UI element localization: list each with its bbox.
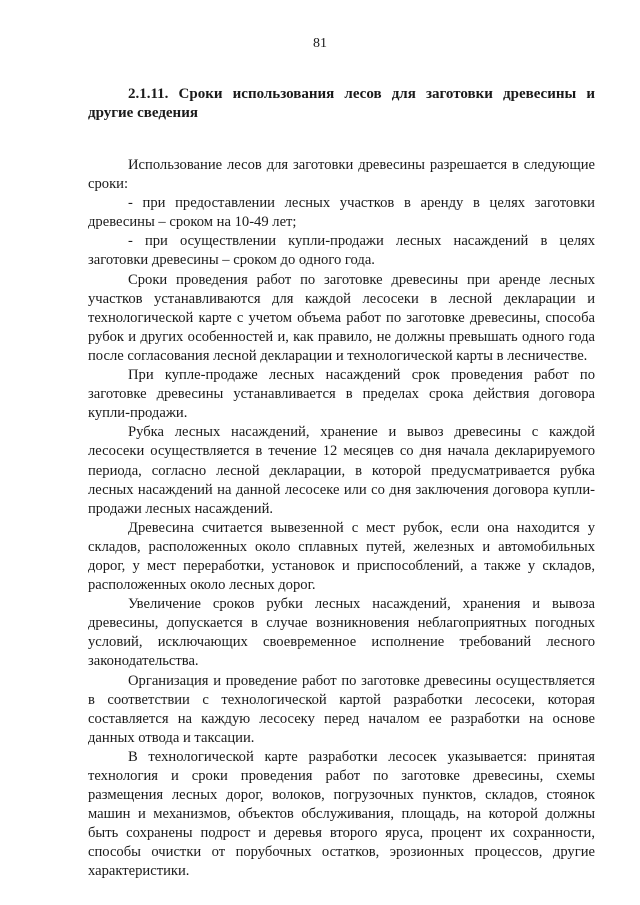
list-item-lease: - при предоставлении лесных участков в аренду в целях заготовки древесины – сроком на 10-49 лет;: [88, 195, 595, 231]
document-body: [88, 85, 595, 882]
paragraph-organization: Организация и проведение работ по заготовке древесины осуществляется в соответствии с технологической картой разработки лесосеки, которая составляется на каждую лесосеку перед началом ее разработки на основе данных отвода и таксации.: [88, 672, 595, 746]
page-number: 81: [313, 36, 327, 51]
paragraph-removed-timber: Древесина считается вывезенной с мест рубок, если она находится у складов, расположенных около сплавных путей, железных и автомобильных дорог, у мест переработки, установок и приспособлений, а также у складов, расположенных около лесных дорог.: [88, 519, 595, 594]
paragraph-lease-terms: Сроки проведения работ по заготовке древесины при аренде лесных участков устанавливаются для каждой лесосеки в лесной декларации и технологической карте с учетом объема работ по заготовке древесины, способа рубок и других особенностей и, как правило, не должны превышать одного года после согласования лесной декларации и технологической карты в лесничестве.: [88, 271, 595, 364]
paragraph-tech-map: В технологической карте разработки лесосек указывается: принятая технология и сроки проведения работ по заготовке древесины, схемы размещения лесных дорог, волоков, погрузочных пунктов, складов, стоянок машин и механизмов, объектов обслуживания, площадь, на которой должны быть сохранены подрост и деревья второго яруса, процент их сохранности, способы очистки от порубочных остатков, эрозионных процессов, другие характеристики.: [88, 748, 595, 880]
paragraph-felling-period: Рубка лесных насаждений, хранение и вывоз древесины с каждой лесосеки осуществляется в течение 12 месяцев со дня начала декларируемого периода, согласно лесной декларации, в которой предусматривается рубка лесных насаждений на данной лесосеке или со дня заключения договора купли-продажи лесных насаждений.: [88, 424, 595, 517]
paragraph-purchase-terms: При купле-продаже лесных насаждений срок проведения работ по заготовке древесины устанавливается в пределах срока действия договора купли-продажи.: [88, 367, 595, 422]
section-heading: 2.1.11. Сроки использования лесов для заготовки древесины и другие сведения: [88, 86, 595, 121]
paragraph-intro: Использование лесов для заготовки древесины разрешается в следующие сроки:: [88, 157, 595, 193]
list-item-purchase: - при осуществлении купли-продажи лесных насаждений в целях заготовки древесины – сроком до одного года.: [88, 233, 595, 269]
paragraph-extension: Увеличение сроков рубки лесных насаждений, хранения и вывоза древесины, допускается в случае возникновения неблагоприятных погодных условий, исключающих своевременное исполнение требований лесного законодательства.: [88, 596, 595, 670]
